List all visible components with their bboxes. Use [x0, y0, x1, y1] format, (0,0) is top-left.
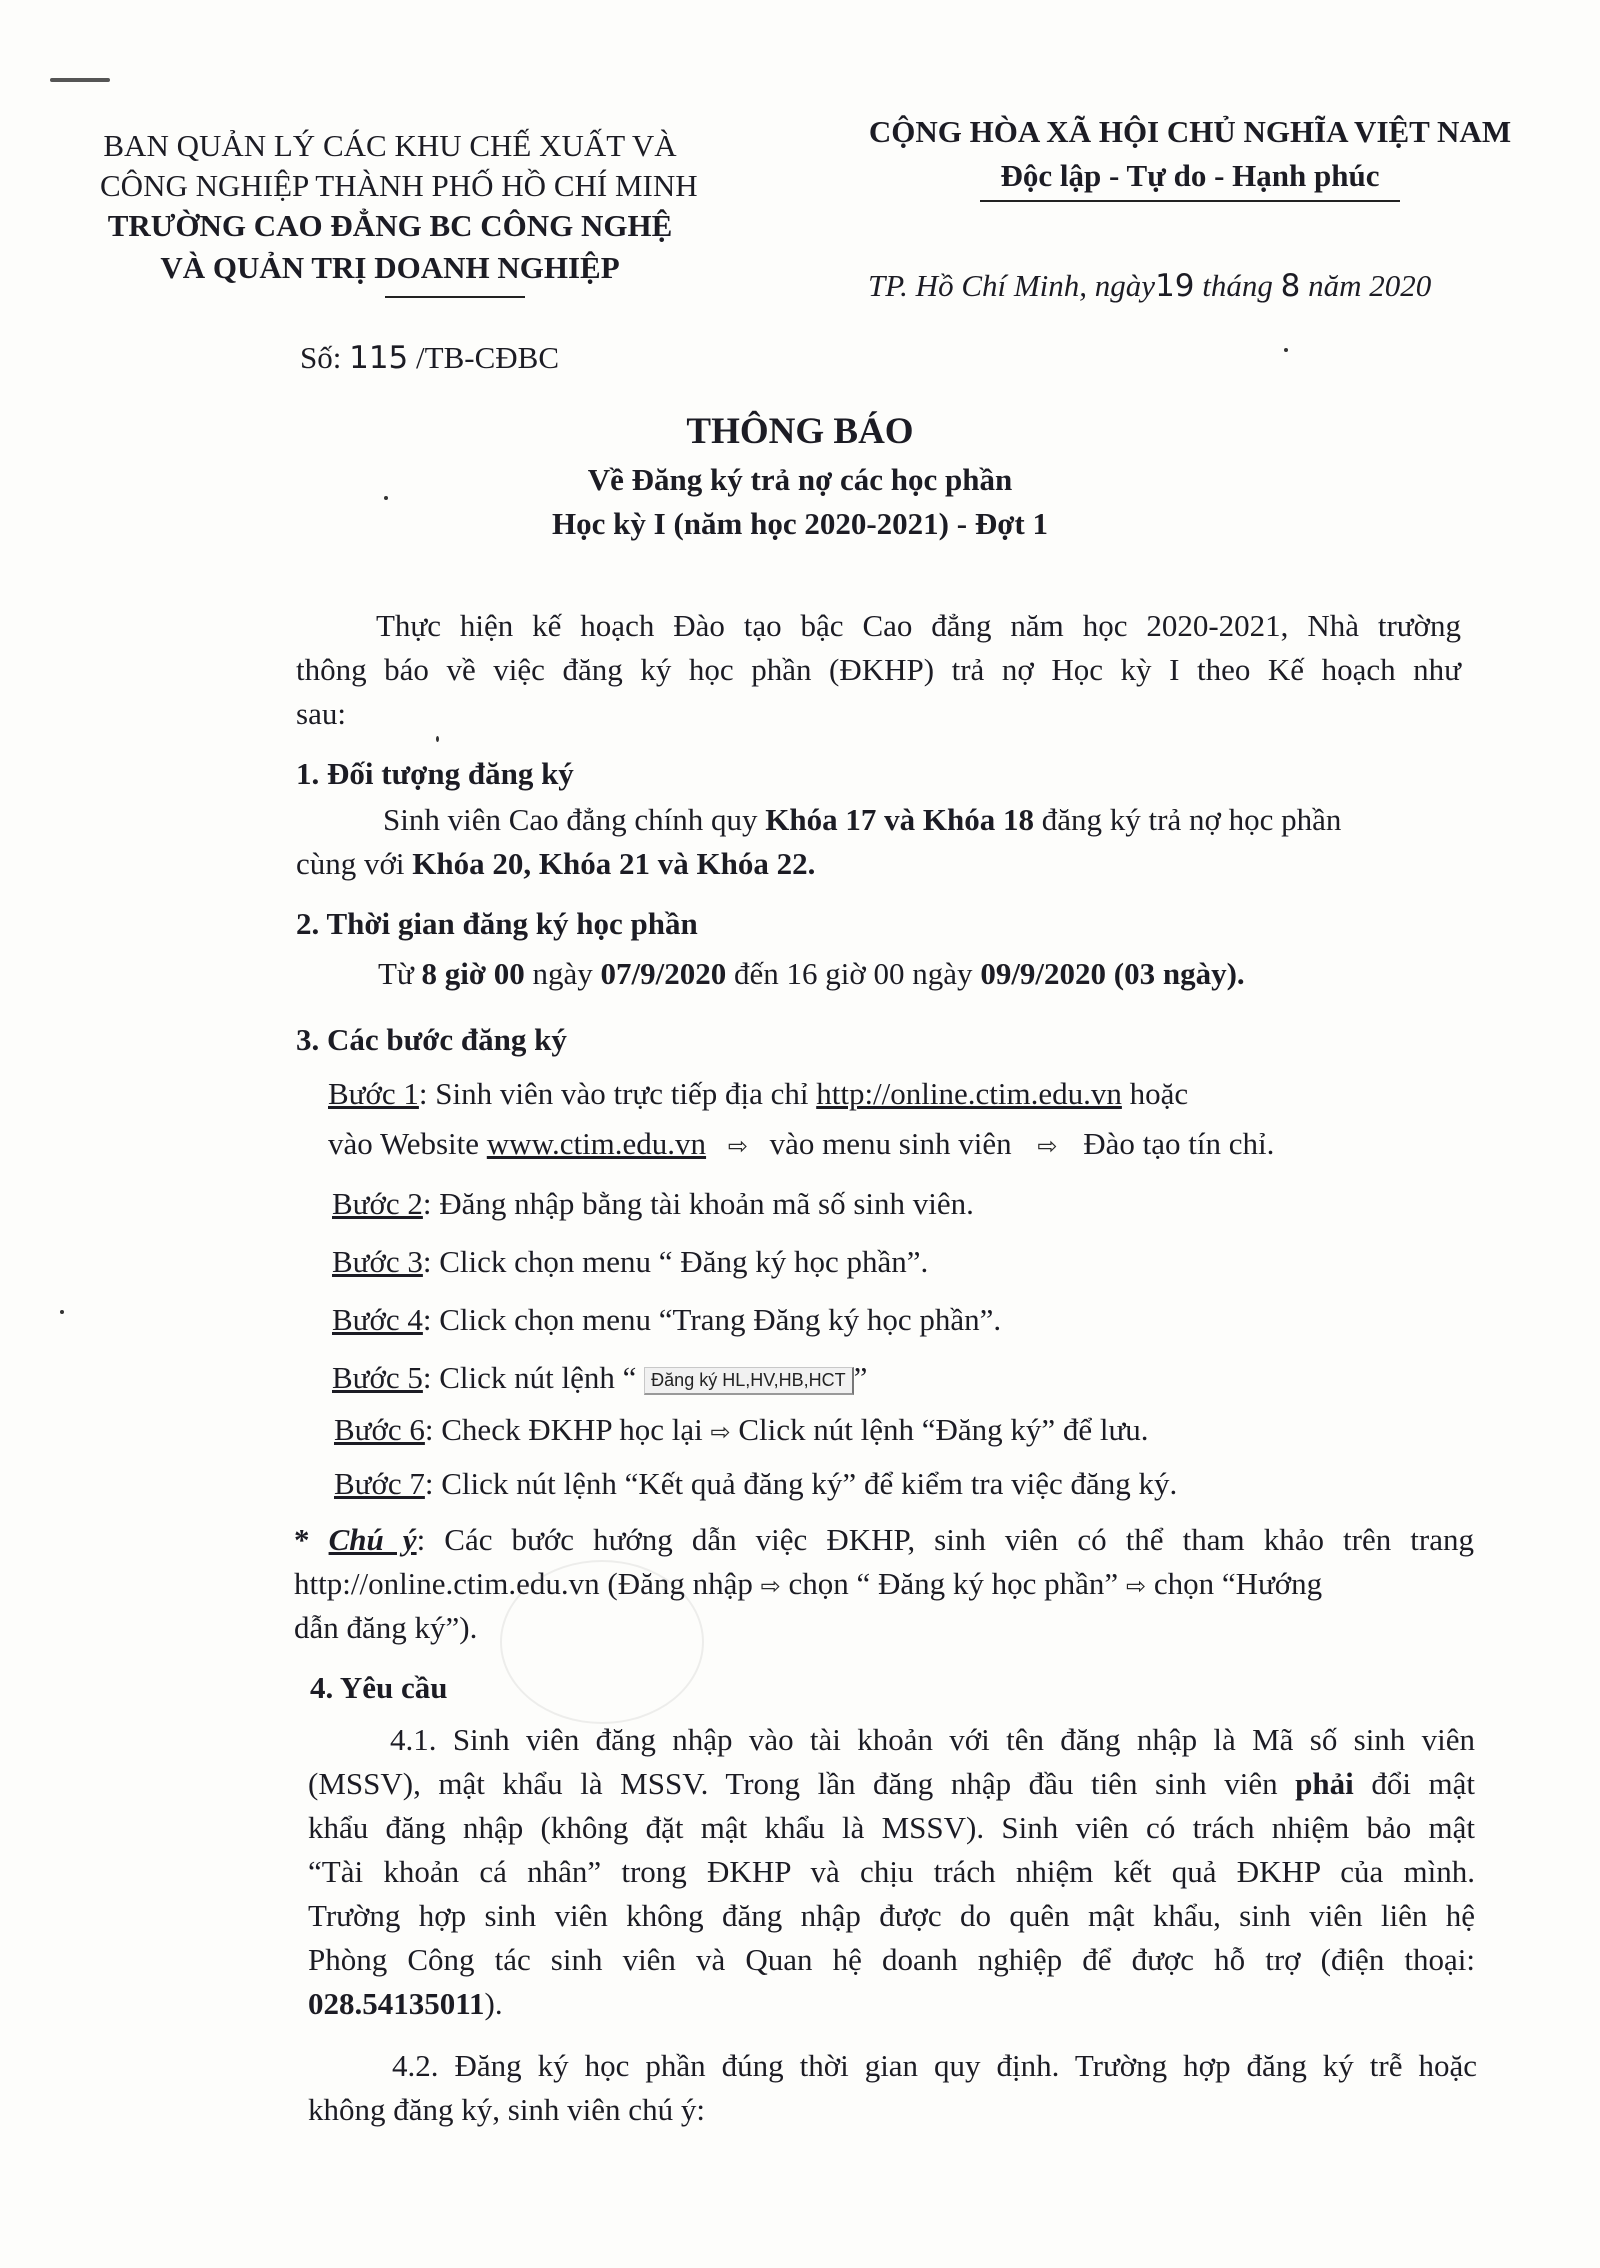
step-1b-a: vào Website: [328, 1126, 480, 1161]
section-3-heading: 3. Các bước đăng ký: [296, 1022, 567, 1057]
register-retake-button[interactable]: Đăng ký HL,HV,HB,HCT: [644, 1367, 853, 1395]
subtitle-1: Về Đăng ký trả nợ các học phần: [587, 462, 1013, 497]
step-4-text: : Click chọn menu “Trang Đăng ký học phần”.: [422, 1302, 1002, 1337]
support-phone: 028.54135011: [308, 1986, 485, 2021]
note-line-1: [294, 1522, 1474, 1558]
note-line-3: dẫn đăng ký”).: [294, 1610, 478, 1645]
intro-line-1: Thực hiện kế hoạch Đào tạo bậc Cao đẳng năm học 2020-2021, Nhà trường: [376, 608, 1461, 643]
school-line-1: TRƯỜNG CAO ĐẲNG BC CÔNG NGHỆ: [107, 208, 673, 243]
step-3-text: : Click chọn menu “ Đăng ký học phần”.: [422, 1244, 929, 1279]
date-year: năm 2020: [1308, 268, 1432, 303]
date-place: TP. Hồ Chí Minh, ngày: [868, 268, 1156, 303]
req-41-line-5: Trường hợp sinh viên không đăng nhập được do quên mật khẩu, sinh viên liên hệ: [308, 1898, 1475, 1933]
org-line-2: CÔNG NGHIỆP THÀNH PHỐ HỒ CHÍ MINH: [100, 168, 698, 203]
step-2: [332, 1186, 974, 1222]
note-text-2a: http://online.ctim.edu.vn (Đăng nhập: [294, 1566, 753, 1601]
req-41-line-2: [308, 1766, 1475, 1802]
step-1-link[interactable]: http://online.ctim.edu.vn: [816, 1076, 1122, 1111]
doc-no-prefix: Số:: [300, 340, 342, 375]
step-1b-b: vào menu sinh viên: [769, 1126, 1012, 1161]
step-4-label: Bước 4: [332, 1302, 423, 1337]
step-6: [334, 1412, 1149, 1448]
motto: Độc lập - Tự do - Hạnh phúc: [1000, 158, 1380, 193]
note-text-2b: chọn “ Đăng ký học phần”: [788, 1566, 1119, 1601]
step-2-label: Bước 2: [332, 1186, 423, 1221]
step-7-text: : Click nút lệnh “Kết quả đăng ký” để kiểm tra việc đăng ký.: [424, 1466, 1178, 1501]
scan-speck: [60, 1310, 64, 1314]
seal-ghost: [500, 1560, 704, 1724]
s1-text-d: cùng với: [296, 846, 405, 881]
arrow-right-icon: ⇨: [710, 1418, 731, 1446]
step-3: [332, 1244, 928, 1280]
step-3-label: Bước 3: [332, 1244, 423, 1279]
date-month: 8: [1280, 268, 1301, 304]
req-41-2a: (MSSV), mật khẩu là MSSV. Trong lần đăng nhập đầu tiên sinh viên: [308, 1766, 1278, 1801]
note-text-1: : Các bước hướng dẫn việc ĐKHP, sinh viên có thể tham khảo trên trang: [416, 1522, 1474, 1557]
arrow-right-icon: ⇨: [1037, 1132, 1058, 1160]
note-line-2: [294, 1566, 1322, 1602]
document-number: [300, 340, 559, 376]
doc-no-value: 115: [349, 340, 409, 376]
req-41-line-6: Phòng Công tác sinh viên và Quan hệ doanh nghiệp để được hỗ trợ (điện thoại:: [308, 1942, 1475, 1977]
motto-underline: [980, 200, 1400, 202]
s1-text-c: đăng ký trả nợ học phần: [1041, 802, 1342, 837]
req-42-line-2: không đăng ký, sinh viên chú ý:: [308, 2092, 705, 2127]
scan-mark: [50, 78, 110, 82]
s2-start-time: 8 giờ 00: [421, 956, 525, 991]
date-month-label: tháng: [1202, 268, 1273, 303]
step-6-b: Click nút lệnh “Đăng ký” để lưu.: [738, 1412, 1149, 1447]
req-41-must: phải: [1295, 1766, 1354, 1801]
step-1: [328, 1076, 1188, 1112]
s2-p1: Từ: [378, 956, 414, 991]
intro-line-3: sau:: [296, 696, 346, 731]
scan-speck: [384, 496, 388, 500]
section-1-line-1: [383, 802, 1341, 838]
s1-text-a: Sinh viên Cao đẳng chính quy: [383, 802, 758, 837]
req-41-7-end: ).: [484, 1986, 503, 2021]
note-star: *: [294, 1522, 310, 1557]
step-5-end: ”: [853, 1360, 868, 1395]
scan-speck: [1284, 348, 1288, 352]
step-1-end: hoặc: [1129, 1076, 1189, 1111]
doc-no-suffix: /TB-CĐBC: [416, 340, 559, 375]
step-5-label: Bước 5: [332, 1360, 423, 1395]
note-text-2c: chọn “Hướng: [1153, 1566, 1323, 1601]
req-41-line-4: “Tài khoản cá nhân” trong ĐKHP và chịu trách nhiệm kết quả ĐKHP của mình.: [308, 1854, 1475, 1889]
org-line-1: BAN QUẢN LÝ CÁC KHU CHẾ XUẤT VÀ: [103, 128, 677, 163]
s2-p3: ngày: [532, 956, 593, 991]
step-5-text: : Click nút lệnh “: [422, 1360, 637, 1395]
req-41-line-3: khẩu đăng nhập (không đặt mật khẩu là MSSV). Sinh viên có trách nhiệm bảo mật: [308, 1810, 1475, 1845]
school-line-2: VÀ QUẢN TRỊ DOANH NGHIỆP: [160, 250, 620, 285]
step-6-a: : Check ĐKHP học lại: [424, 1412, 703, 1447]
section-1-heading: 1. Đối tượng đăng ký: [296, 756, 574, 791]
s2-start-date: 07/9/2020: [600, 956, 727, 991]
arrow-right-icon: ⇨: [760, 1572, 781, 1600]
step-6-label: Bước 6: [334, 1412, 425, 1447]
date-line: [868, 268, 1431, 304]
section-1-line-2: [296, 846, 815, 882]
step-1b: [328, 1126, 1274, 1162]
s1-cohorts-old: Khóa 17 và Khóa 18: [765, 802, 1035, 837]
intro-line-2: thông báo về việc đăng ký học phần (ĐKHP) trả nợ Học kỳ I theo Kế hoạch như: [296, 652, 1461, 687]
step-1-label: Bước 1: [328, 1076, 419, 1111]
arrow-right-icon: ⇨: [1125, 1572, 1147, 1600]
scan-speck: [436, 736, 439, 742]
req-41-line-1: 4.1. Sinh viên đăng nhập vào tài khoản với tên đăng nhập là Mã số sinh viên: [390, 1722, 1475, 1757]
school-underline: [385, 296, 525, 298]
website-link[interactable]: www.ctim.edu.vn: [486, 1126, 707, 1161]
section-4-heading: 4. Yêu cầu: [310, 1670, 448, 1705]
page-title: THÔNG BÁO: [686, 411, 914, 452]
section-2-heading: 2. Thời gian đăng ký học phần: [296, 906, 698, 941]
s2-p5: đến 16 giờ 00 ngày: [734, 956, 973, 991]
step-1-text: : Sinh viên vào trực tiếp địa chỉ: [418, 1076, 809, 1111]
note-label: Chú ý: [328, 1522, 417, 1557]
section-2-time: [378, 956, 1245, 992]
country-title: CỘNG HÒA XÃ HỘI CHỦ NGHĨA VIỆT NAM: [868, 114, 1512, 149]
arrow-right-icon: ⇨: [727, 1132, 748, 1160]
step-4: [332, 1302, 1001, 1338]
date-day: 19: [1155, 268, 1195, 304]
step-7: [334, 1466, 1177, 1502]
req-41-2c: đổi mật: [1371, 1766, 1475, 1801]
req-41-line-7: [308, 1986, 503, 2022]
subtitle-2: Học kỳ I (năm học 2020-2021) - Đợt 1: [552, 506, 1048, 541]
req-42-line-1: 4.2. Đăng ký học phần đúng thời gian quy định. Trường hợp đăng ký trễ hoặc: [392, 2048, 1477, 2083]
step-7-label: Bước 7: [334, 1466, 425, 1501]
step-5: [332, 1360, 867, 1396]
s2-end-date: 09/9/2020 (03 ngày).: [980, 956, 1245, 991]
step-1b-c: Đào tạo tín chỉ.: [1083, 1126, 1275, 1161]
s1-cohorts-new: Khóa 20, Khóa 21 và Khóa 22.: [412, 846, 816, 881]
step-2-text: : Đăng nhập bằng tài khoản mã số sinh viên.: [422, 1186, 974, 1221]
